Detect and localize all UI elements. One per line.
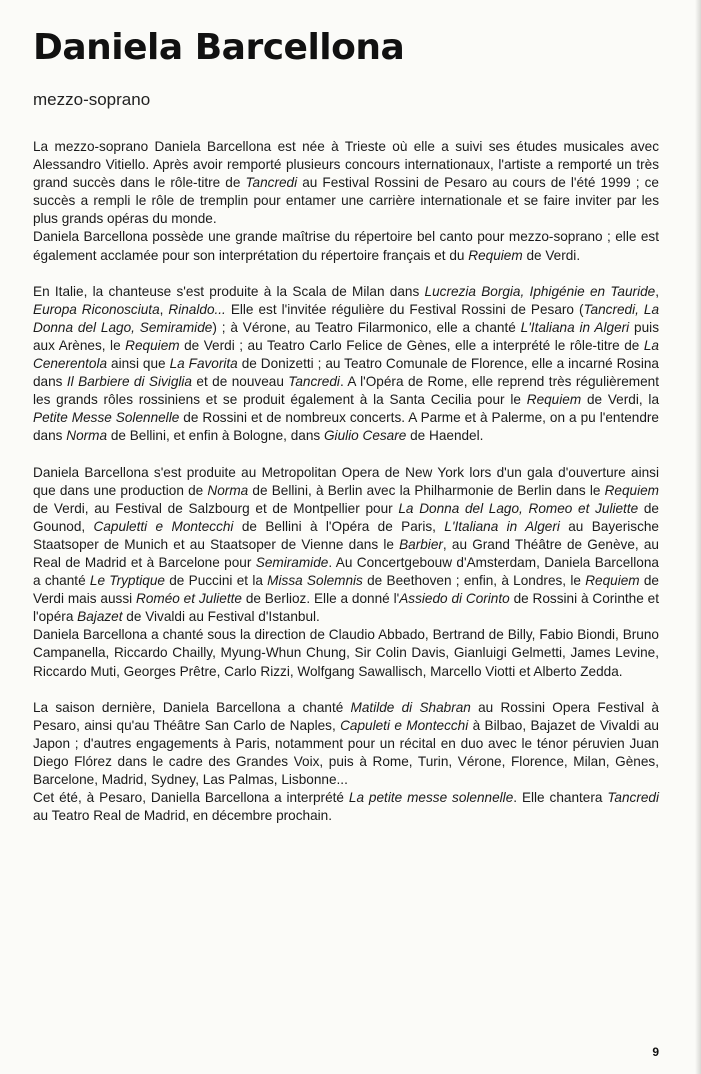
work-title: Il Barbiere di Siviglia bbox=[66, 374, 192, 390]
work-title: Europa Riconosciuta bbox=[33, 301, 160, 317]
work-title: L'Italiana in Algeri bbox=[444, 518, 560, 534]
text-run: Daniela Barcellona a chanté sous la direction de Claudio Abbado, Bertrand de Billy, Fabio Biondi, Bruno Campanella, Riccardo Chailly, Myung-Whun Chung, Sir Colin Davis, Gianluigi Gelmetti, James Levine, Riccardo Muti, Georges Prêtre, Carlo Rizzi, Wolfgang Sawallisch, Marcello Viotti et Alberto Zedda. bbox=[33, 627, 659, 679]
body-paragraph bbox=[33, 138, 659, 265]
biography-body bbox=[33, 138, 659, 843]
work-title: Norma bbox=[207, 482, 249, 498]
work-title: Le Tryptique bbox=[89, 573, 165, 589]
text-run: de Rossini et de nombreux concerts. A Parme et à Palerme, on a pu l'entendre dans bbox=[33, 410, 659, 444]
work-title: Requiem bbox=[604, 482, 659, 498]
text-run: de Bellini, et enfin à Bologne, dans bbox=[107, 428, 324, 444]
text-run: de Verdi ; au Teatro Carlo Felice de Gènes, elle a interprété le rôle-titre de bbox=[179, 337, 644, 353]
text-run: En Italie, la chanteuse s'est produite à la Scala de Milan dans bbox=[33, 283, 425, 299]
work-title: L'Italiana in Algeri bbox=[520, 319, 630, 335]
text-run: de Vivaldi au Festival d'Istanbul. bbox=[122, 609, 320, 625]
text-run: de Puccini et la bbox=[164, 573, 268, 589]
work-title: Requiem bbox=[526, 392, 582, 408]
text-run: . Elle chantera bbox=[513, 790, 608, 806]
text-run: La saison dernière, Daniela Barcellona a chanté bbox=[33, 699, 351, 715]
work-title: Capuletti e Montecchi bbox=[93, 518, 234, 534]
work-title: La Cenerentola bbox=[33, 337, 659, 372]
work-title: Capuleti e Montecchi bbox=[340, 717, 469, 733]
body-paragraph bbox=[33, 283, 659, 446]
text-run: de Beethoven ; enfin, à Londres, le bbox=[362, 573, 586, 589]
work-title: Tancredi, La Donna del Lago, Semiramide bbox=[33, 301, 659, 335]
work-title: Petite Messe Solennelle bbox=[33, 410, 180, 426]
text-run: au Festival Rossini de Pesaro au cours de l'été 1999 ; ce succès a rempli le rôle de tremplin pour entamer une carrière internationale et se faire inviter par les plus grands opéras du monde. bbox=[33, 175, 659, 227]
work-title: Requiem bbox=[125, 337, 180, 353]
text-run: , au Grand Théâtre de Genève, au Real de Madrid et à Barcelone pour bbox=[33, 536, 659, 570]
text-run: de Donizetti ; au Teatro Comunale de Florence, elle a incarné Rosina dans bbox=[33, 356, 659, 390]
text-run: de Verdi mais aussi bbox=[33, 573, 659, 607]
work-title: La Donna del Lago, Romeo et Juliette bbox=[398, 500, 639, 516]
body-paragraph bbox=[33, 464, 659, 681]
work-title: Requiem bbox=[468, 247, 523, 263]
text-run: Elle est l'invitée régulière du Festival Rossini de Pesaro ( bbox=[225, 301, 584, 317]
text-run: Daniela Barcellona possède une grande maîtrise du répertoire bel canto pour mezzo-soprano ; elle est également acclamée pour son interprétation du répertoire français et du bbox=[33, 229, 659, 263]
text-run: de Verdi. bbox=[522, 247, 581, 263]
work-title: Giulio Cesare bbox=[323, 428, 407, 444]
text-run: de Bellini, à Berlin avec la Philharmonie de Berlin dans le bbox=[248, 482, 605, 498]
text-run: de Gounod, bbox=[33, 500, 659, 534]
work-title: Matilde di Shabran bbox=[350, 699, 471, 715]
page-title: Daniela Barcellona bbox=[33, 27, 405, 68]
text-run: de Haendel. bbox=[406, 428, 484, 444]
work-title: Missa Solemnis bbox=[267, 573, 363, 589]
work-title: Requiem bbox=[585, 573, 640, 589]
work-title: Bajazet bbox=[77, 609, 123, 625]
text-run: La mezzo-soprano Daniela Barcellona est née à Trieste où elle a suivi ses études musicales avec Alessandro Vitiello. Après avoir remporté plusieurs concours internationaux, l'artiste a remporté un très grand succès dans le rôle-titre de bbox=[33, 139, 659, 191]
work-title: Tancredi bbox=[607, 790, 659, 806]
page-number: 9 bbox=[652, 1045, 659, 1059]
work-title: Roméo et Juliette bbox=[136, 591, 242, 607]
text-run: Cet été, à Pesaro, Daniella Barcellona a interprété bbox=[33, 790, 349, 806]
text-run: à Bilbao, Bajazet de Vivaldi au Japon ; d'autres engagements à Paris, notamment pour un récital en duo avec le ténor péruvien Juan Diego Flórez dans le cadre des Grandes Voix, puis à Rome, Turin, Vérone, Florence, Milan, Gènes, Barcelone, Madrid, Sydney, Las Palmas, Lisbonne... bbox=[33, 717, 659, 787]
work-title: Assiedo di Corinto bbox=[399, 591, 510, 607]
text-run: ainsi que bbox=[107, 356, 170, 372]
text-run: . A l'Opéra de Rome, elle reprend très régulièrement les grands rôles rossiniens et se produit également à la Santa Cecilia pour le bbox=[33, 374, 659, 408]
body-paragraph bbox=[33, 699, 659, 826]
text-run: ) ; à Vérone, au Teatro Filarmonico, elle a chanté bbox=[212, 319, 521, 335]
text-run: au Rossini Opera Festival à Pesaro, ainsi qu'au Théâtre San Carlo de Naples, bbox=[33, 699, 659, 733]
text-run: puis aux Arènes, le bbox=[33, 319, 659, 353]
work-title: La petite messe solennelle bbox=[348, 790, 514, 806]
work-title: La Favorita bbox=[169, 356, 238, 372]
work-title: Rinaldo... bbox=[168, 301, 226, 317]
work-title: Tancredi bbox=[245, 175, 298, 191]
text-run: de Verdi, la bbox=[581, 392, 660, 408]
text-run: . Au Concertgebouw d'Amsterdam, Daniela Barcellona a chanté bbox=[33, 554, 659, 589]
text-run: de Rossini à Corinthe et l'opéra bbox=[33, 591, 659, 625]
work-title: Lucrezia Borgia, Iphigénie en Tauride bbox=[424, 283, 656, 299]
work-title: Tancredi bbox=[288, 374, 340, 390]
work-title: Semiramide bbox=[255, 554, 329, 570]
text-run: , bbox=[159, 301, 169, 317]
text-run: de Verdi, au Festival de Salzbourg et de Montpellier pour bbox=[33, 500, 399, 516]
text-run: au Teatro Real de Madrid, en décembre prochain. bbox=[33, 808, 332, 824]
text-run: , bbox=[655, 283, 659, 299]
page-subtitle: mezzo-soprano bbox=[33, 90, 151, 109]
text-run: au Bayerische Staatsoper de Munich et au Staatsoper de Vienne dans le bbox=[33, 518, 659, 552]
text-run: Daniela Barcellona s'est produite au Metropolitan Opera de New York lors d'un gala d'ouverture ainsi que dans une production de bbox=[33, 464, 659, 498]
work-title: Norma bbox=[66, 428, 108, 444]
work-title: Barbier bbox=[399, 536, 443, 552]
page-edge-shadow bbox=[695, 0, 701, 1074]
text-run: de Bellini à l'Opéra de Paris, bbox=[233, 518, 445, 534]
text-run: et de nouveau bbox=[192, 374, 289, 390]
text-run: de Berlioz. Elle a donné l' bbox=[241, 591, 400, 607]
